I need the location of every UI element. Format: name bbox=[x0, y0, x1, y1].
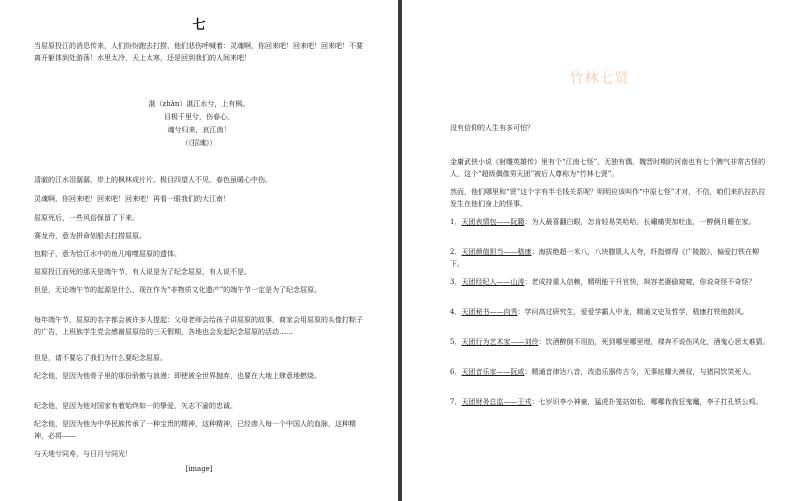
list-item bbox=[450, 216, 772, 228]
right-page bbox=[402, 0, 797, 501]
list-item-name: 天团表情包——阮籍 bbox=[461, 218, 525, 226]
list-item-number: 3． bbox=[450, 278, 462, 286]
list-item-text: ：饮酒醉倒不用抬，死到哪里哪里埋，裸奔不说伤风化，酒鬼心思太难猜。 bbox=[538, 338, 770, 346]
list-item bbox=[450, 366, 772, 378]
list-item-number: 5． bbox=[450, 338, 462, 346]
list-item bbox=[450, 246, 772, 270]
paragraph: 但是，请不要忘了我们为什么要纪念屈原。 bbox=[34, 354, 167, 362]
poem-source: （《招魂》） bbox=[181, 139, 217, 147]
list-item bbox=[450, 336, 772, 348]
paragraph: 纪念他，是因为他为中华民族传承了一种宝贵的精神，这种精神，已经渗入每一个中国人的血脉，这种精神，必将—— bbox=[34, 420, 356, 440]
list-item-name: 天团财务总监——王戎 bbox=[461, 398, 532, 406]
list-item-number: 2． bbox=[450, 248, 462, 256]
poem-line-3: 魂兮归来，哀江南！ bbox=[167, 126, 231, 134]
paragraph: 赛龙舟，意为拼命划船去打捞屈原。 bbox=[34, 232, 146, 240]
poem-line-1: 湛（zhàn）湛江水兮，上有枫。 bbox=[148, 100, 250, 108]
list-item bbox=[450, 306, 772, 318]
list-item bbox=[450, 396, 772, 408]
paragraph: 包粽子，意为恰江水中的鱼儿啃噬屈原的遗体。 bbox=[34, 250, 181, 258]
paragraph: 但是，无论端午节的起源是什么，现在作为“非物质文化遗产”的端午节一定是为了纪念屈原。 bbox=[34, 286, 322, 294]
list-item-number: 1． bbox=[450, 218, 462, 226]
list-item-number: 4． bbox=[450, 308, 462, 316]
paragraph-intro: 当屈原投江的消息传来，人们纷纷跑去打捞，他们悲伤呼喊着：灵魂啊，你回来吧！回来吧！回来吧！不要离开躯体到处游荡！水里太冷，天上太寒，还是回到我们的人间来吧！ bbox=[34, 42, 363, 62]
paragraph: 屈原死后，一些风俗保留了下来。 bbox=[34, 214, 139, 222]
list-item-text: ：学问高过研究生，爱爱学霸人中龙，精通文史及哲学，嵇康打铁他鼓风。 bbox=[517, 308, 749, 316]
list-item-name: 天团秘书——向秀 bbox=[461, 308, 518, 316]
image-placeholder: [image] bbox=[185, 465, 213, 473]
list-item-name: 天团颜值担当——嵇康 bbox=[461, 248, 532, 256]
paragraph: 灵魂啊，你回来吧！回来吧！回来吧！再看一眼我们的大江南！ bbox=[34, 195, 230, 203]
paragraph: 然而，他们哪里和“贤”这个字有半毛钱关系呢？明明应该叫作“中原七怪”才对，不信，咱们来扒拉扒拉发生在他们身上的怪事。 bbox=[450, 188, 766, 208]
list-item-text: ：七岁识李小神童，猛虎扑笼站如松，哪哪我我狂鬼竈，李子打孔铁公鸡。 bbox=[531, 398, 763, 406]
list-item-text: ：精通音律达八音，改造乐器传古今，无事炫耀大裤衩，与猪同饮笑死人。 bbox=[524, 368, 756, 376]
paragraph: 纪念他，是因为他骨子里的那份骄傲与浪漫：即使被全世界抛弃，也要在大地上肆意地燃烧。 bbox=[34, 372, 321, 380]
poem-line-2: 目极千里兮，伤春心。 bbox=[164, 113, 234, 121]
list-item-name: 天团行为艺术家——刘伶 bbox=[461, 338, 539, 346]
paragraph: 与天地兮同寿，与日月兮同光！ bbox=[34, 450, 132, 458]
section-title-watermark: 竹林七贤 bbox=[569, 71, 630, 87]
list-item-text: ：老成持重人信赖，精明能干升官快，飒容老婆偷窥窥，你说奇怪不奇怪？ bbox=[524, 278, 756, 286]
list-item-number: 7． bbox=[450, 398, 462, 406]
paragraph-question: 没有信仰的人生有多可怕？ bbox=[450, 124, 534, 132]
list-item-name: 天团经纪人——山涛 bbox=[461, 278, 525, 286]
paragraph: 金庸武侠小说《射雕英雄传》里有个“江南七怪”，无独有偶，魏晋时期的河南也有七个脾气非常古怪的人，这个“超级偶像男天团”被后人尊称为“竹林七贤”。 bbox=[450, 158, 766, 178]
paragraph: 每年端午节，屈原的名字都会被许多人提起：父母老师会给孩子讲屈原的故事，商家会用屈原的头像打粽子的广告，上班族学生党会感谢屈原给的三天假期，各地也会发起纪念屈原的活动…… bbox=[34, 316, 363, 336]
list-item-number: 6． bbox=[450, 368, 462, 376]
paragraph: 屈原投江而死的那天是端午节，有人说是为了纪念屈原，有人说不是。 bbox=[34, 268, 251, 276]
list-item-text: ：为人最喜翻白眼，怎肯轻易笑哈哈，长嘯痛哭加吐血，一醉俩月睡在家。 bbox=[524, 218, 756, 226]
list-item-name: 天团音乐家——阮咸 bbox=[461, 368, 525, 376]
list-item bbox=[450, 276, 772, 288]
chapter-title: 七 bbox=[192, 18, 206, 33]
left-page bbox=[0, 0, 398, 501]
paragraph: 清澈的江水泪潺潺，岸上的枫林成片片。极目四望人不见，春色虽暖心中伤。 bbox=[34, 176, 272, 184]
paragraph: 纪念他，是因为他对国家有着始终如一的挚爱，矢志不渝的忠诚。 bbox=[34, 402, 237, 410]
list-item-text: ：海拔绝超一米八，八块腹肌人人夸，纤指弹得《广陵散》，偏爱打铁在柳下。 bbox=[450, 248, 759, 268]
